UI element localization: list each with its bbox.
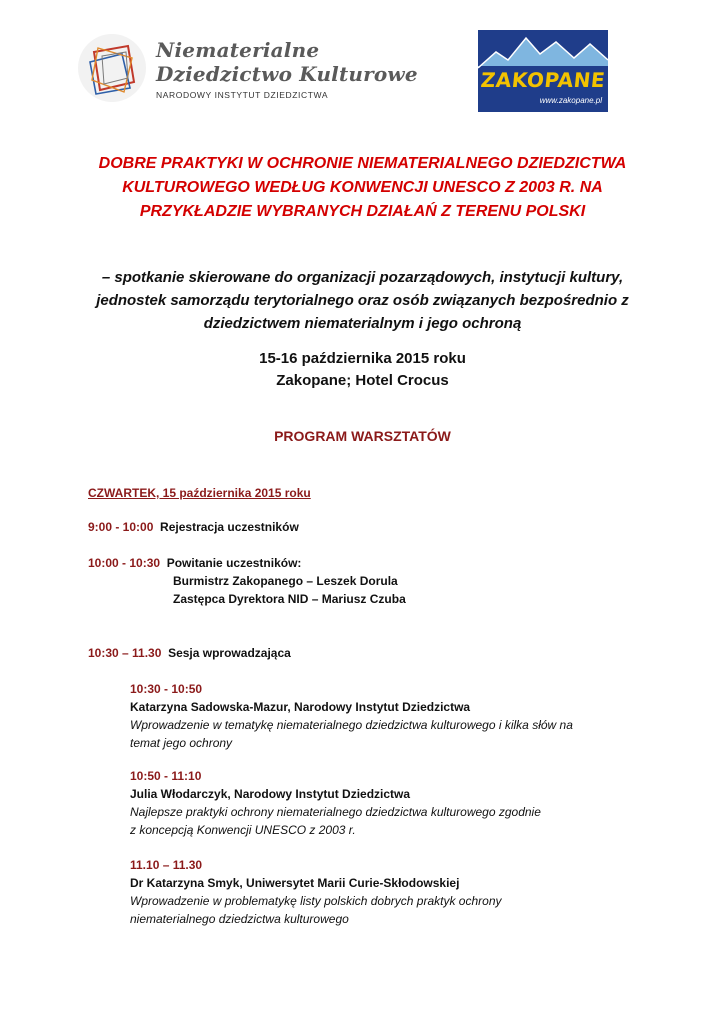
zakopane-logo-url: www.zakopane.pl <box>539 96 602 105</box>
welcome-speaker-1: Burmistrz Zakopanego – Leszek Dorula <box>173 574 398 588</box>
document-subtitle <box>60 266 665 335</box>
zakopane-logo-text: ZAKOPANE <box>479 68 607 92</box>
talk-title-line1: Wprowadzenie w tematykę niematerialnego dziedzictwa kulturowego i kilka słów na <box>130 718 573 732</box>
talk-1 <box>130 680 650 752</box>
subtitle-line-1: – spotkanie skierowane do organizacji pozarządowych, instytucji kultury, <box>101 269 624 286</box>
talk-speaker: Dr Katarzyna Smyk, Uniwersytet Marii Curie-Skłodowskiej <box>130 876 460 890</box>
day-heading: CZWARTEK, 15 października 2015 roku <box>88 486 311 500</box>
agenda-desc: Powitanie uczestników: <box>166 556 302 570</box>
document-title <box>60 152 665 224</box>
talk-time: 10:30 - 10:50 <box>130 682 203 696</box>
event-info <box>60 348 665 392</box>
agenda-time: 9:00 - 10:00 <box>88 520 154 534</box>
nid-logo-subtitle: NARODOWY INSTYTUT DZIEDZICTWA <box>156 90 329 100</box>
agenda-desc: Sesja wprowadzająca <box>168 646 291 660</box>
program-heading: PROGRAM WARSZTATÓW <box>274 428 451 444</box>
talk-speaker: Julia Włodarczyk, Narodowy Instytut Dziedzictwa <box>130 787 411 801</box>
agenda-desc: Rejestracja uczestników <box>160 520 299 534</box>
title-line-2: KULTUROWEGO WEDŁUG KONWENCJI UNESCO Z 2003 R. NA <box>122 179 603 196</box>
event-dates: 15-16 października 2015 roku <box>259 350 466 367</box>
nid-emblem-icon <box>76 32 148 104</box>
nid-logo <box>76 32 418 112</box>
title-line-3: PRZYKŁADZIE WYBRANYCH DZIAŁAŃ Z TERENU POLSKI <box>139 203 586 220</box>
talk-speaker: Katarzyna Sadowska-Mazur, Narodowy Instytut Dziedzictwa <box>130 700 471 714</box>
talk-3 <box>130 856 650 928</box>
subtitle-line-3: dziedzictwem niematerialnym i jego ochroną <box>203 315 522 332</box>
agenda-time: 10:30 – 11.30 <box>88 646 162 660</box>
talk-time: 10:50 - 11:10 <box>130 769 202 783</box>
nid-logo-title-line2: Dziedzictwo Kulturowe <box>156 62 418 86</box>
agenda-item-session <box>88 646 291 660</box>
nid-logo-title-line1: Niematerialne <box>156 38 320 62</box>
talk-title-line2: temat jego ochrony <box>130 736 233 750</box>
event-venue: Zakopane; Hotel Crocus <box>276 372 449 389</box>
agenda-item-registration <box>88 520 299 534</box>
talk-title-line2: niematerialnego dziedzictwa kulturowego <box>130 912 349 926</box>
talk-2 <box>130 767 650 839</box>
zakopane-logo <box>478 30 608 112</box>
talk-title-line1: Wprowadzenie w problematykę listy polskich dobrych praktyk ochrony <box>130 894 502 908</box>
welcome-speaker-2: Zastępca Dyrektora NID – Mariusz Czuba <box>173 592 406 606</box>
talk-time: 11.10 – 11.30 <box>130 858 203 872</box>
title-line-1: DOBRE PRAKTYKI W OCHRONIE NIEMATERIALNEGO DZIEDZICTWA <box>98 155 627 172</box>
subtitle-line-2: jednostek samorządu terytorialnego oraz osób związanych bezpośrednio z <box>96 292 629 309</box>
agenda-item-welcome <box>88 556 301 570</box>
agenda-time: 10:00 - 10:30 <box>88 556 161 570</box>
talk-title-line1: Najlepsze praktyki ochrony niematerialnego dziedzictwa kulturowego zgodnie <box>130 805 541 819</box>
talk-title-line2: z koncepcją Konwencji UNESCO z 2003 r. <box>130 823 356 837</box>
